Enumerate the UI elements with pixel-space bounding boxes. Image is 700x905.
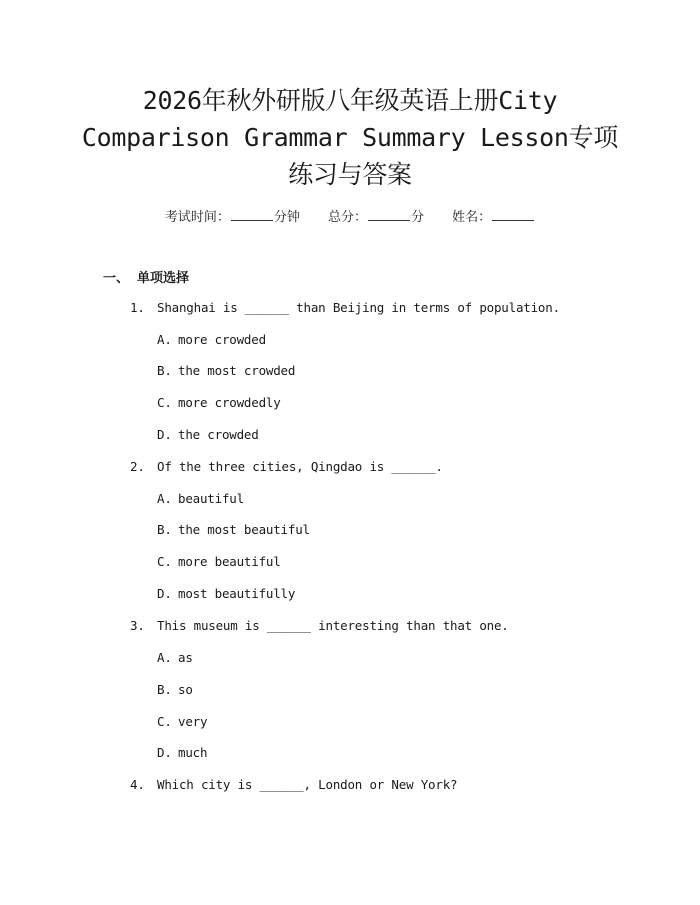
question-3-option-b [157,682,193,697]
option-text: beautiful [178,491,244,506]
option-text: so [178,682,193,697]
question-text: This museum is ______ interesting than that one. [157,618,509,633]
option-text: as [178,650,193,665]
question-2-option-d [157,586,295,601]
option-text: more crowded [178,332,266,347]
name-blank [492,208,534,221]
option-letter: C. [157,395,172,410]
score-label: 总分： [327,210,367,225]
total-score [328,206,424,225]
name-label: 姓名： [452,210,492,225]
document-title [60,82,640,193]
option-text: more beautiful [178,554,281,569]
option-text: most beautifully [178,586,296,601]
question-text: Which city is ______, London or New York? [157,777,458,792]
time-label: 考试时间： [164,210,230,225]
score-unit: 分 [411,210,425,225]
student-name [452,206,535,225]
question-1-option-d [157,427,259,442]
question-1-option-a [157,332,266,347]
question-3-option-a [157,650,193,665]
question-number: 1. [130,300,145,315]
question-number: 3. [130,618,145,633]
option-letter: B. [157,363,172,378]
question-1-option-c [157,395,281,410]
score-blank [368,208,410,221]
question-number: 4. [130,777,145,792]
option-letter: D. [157,745,172,760]
question-text: Shanghai is ______ than Beijing in terms of population. [157,300,560,315]
option-letter: C. [157,714,172,729]
option-text: the most crowded [178,363,296,378]
question-2-option-b [157,522,310,537]
title-line-1: 2026年秋外研版八年级英语上册City [142,86,558,115]
section-number: 一、 [103,271,130,286]
time-blank [231,208,273,221]
option-text: more crowdedly [178,395,281,410]
section-title: 单项选择 [137,271,190,286]
option-letter: A. [157,332,172,347]
exam-time [165,206,300,225]
option-text: the crowded [178,427,259,442]
exam-meta [0,206,700,225]
question-2-option-c [157,554,281,569]
option-letter: B. [157,682,172,697]
option-letter: A. [157,650,172,665]
option-text: much [178,745,208,760]
option-letter: D. [157,586,172,601]
title-line-2: Comparison Grammar Summary Lesson专项 [81,123,619,152]
time-unit: 分钟 [273,210,300,225]
question-3-option-c [157,714,207,729]
section-heading [103,267,189,286]
title-line-3: 练习与答案 [288,160,412,189]
option-letter: A. [157,491,172,506]
question-text: Of the three cities, Qingdao is ______. [157,459,443,474]
question-1-option-b [157,363,295,378]
question-3-option-d [157,745,207,760]
option-text: very [178,714,208,729]
question-number: 2. [130,459,145,474]
option-text: the most beautiful [178,522,310,537]
option-letter: C. [157,554,172,569]
question-2-option-a [157,491,244,506]
option-letter: D. [157,427,172,442]
option-letter: B. [157,522,172,537]
